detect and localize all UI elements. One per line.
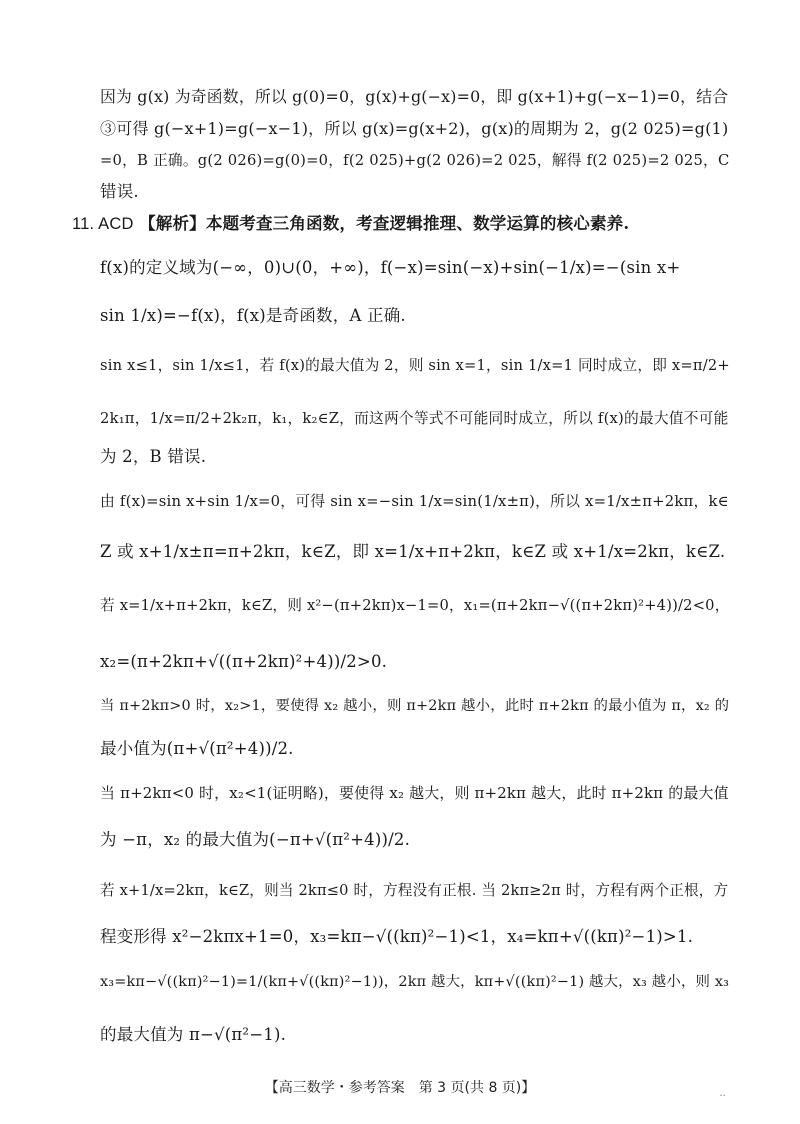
text-line: 因为 g(x) 为奇函数，所以 g(0)=0，g(x)+g(−x)=0，即 g(x+1)+g(−x−1)=0，结合 — [100, 87, 729, 106]
text-line: 为 −π，x₂ 的最大值为(−π+√(π²+4))/2. — [100, 830, 411, 849]
text-line: Z 或 x+1/x±π=π+2kπ，k∈Z，即 x=1/x+π+2kπ，k∈Z 或 x+1/x=2kπ，k∈Z. — [100, 542, 726, 561]
text-line: x₃=kπ−√((kπ)²−1)=1/(kπ+√((kπ)²−1))，2kπ 越大，kπ+√((kπ)²−1) 越大，x₃ 越小，则 x₃ — [100, 974, 730, 990]
corner-mark: .. — [719, 1085, 726, 1099]
text-line: =0，B 正确。g(2 026)=g(0)=0，f(2 025)+g(2 026)=2 025，解得 f(2 025)=2 025，C — [100, 152, 730, 169]
text-line: 若 x+1/x=2kπ，k∈Z，则当 2kπ≤0 时，方程没有正根. 当 2kπ≥2π 时，方程有两个正根，方 — [100, 882, 729, 899]
text-line: x₂=(π+2kπ+√((π+2kπ)²+4))/2>0. — [100, 652, 388, 671]
text-line: 2k₁π，1/x=π/2+2k₂π，k₁，k₂∈Z，而这两个等式不可能同时成立，所以 f(x)的最大值不可能 — [100, 410, 729, 427]
text-line: f(x)的定义域为(−∞，0)∪(0，+∞)，f(−x)=sin(−x)+sin(−1/x)=−(sin x+ — [100, 258, 681, 277]
text-line: 错误. — [100, 182, 139, 201]
analysis-label: 【解析】本题考查三角函数，考查逻辑推理、数学运算的核心素养. — [139, 214, 630, 233]
text-line: 若 x=1/x+π+2kπ，k∈Z，则 x²−(π+2kπ)x−1=0，x₁=(π+2kπ−√((π+2kπ)²+4))/2<0， — [100, 597, 730, 614]
text-line: 当 π+2kπ<0 时，x₂<1(证明略)，要使得 x₂ 越大，则 π+2kπ 越大，此时 π+2kπ 的最大值 — [100, 784, 729, 802]
question-heading — [72, 213, 629, 235]
question-number: 11. ACD — [72, 215, 134, 233]
text-line: 由 f(x)=sin x+sin 1/x=0，可得 sin x=−sin 1/x=sin(1/x±π)，所以 x=1/x±π+2kπ，k∈ — [100, 493, 729, 510]
text-line: 当 π+2kπ>0 时，x₂>1，要使得 x₂ 越小，则 π+2kπ 越小，此时 π+2kπ 的最小值为 π，x₂ 的 — [100, 698, 730, 714]
text-line: sin 1/x)=−f(x)，f(x)是奇函数，A 正确. — [100, 306, 406, 325]
page-footer: 【高三数学・参考答案 第 3 页(共 8 页)】 — [264, 1080, 536, 1096]
text-line: 的最大值为 π−√(π²−1). — [100, 1025, 287, 1044]
text-line: 最小值为(π+√(π²+4))/2. — [100, 739, 294, 758]
text-line: sin x≤1，sin 1/x≤1，若 f(x)的最大值为 2，则 sin x=1，sin 1/x=1 同时成立，即 x=π/2+ — [100, 357, 730, 374]
text-line: 程变形得 x²−2kπx+1=0，x₃=kπ−√((kπ)²−1)<1，x₄=kπ+√((kπ)²−1)>1. — [100, 927, 694, 946]
text-line: 为 2，B 错误. — [100, 447, 207, 466]
text-line: ③可得 g(−x+1)=g(−x−1)，所以 g(x)=g(x+2)，g(x)的周期为 2，g(2 025)=g(1) — [100, 119, 729, 138]
